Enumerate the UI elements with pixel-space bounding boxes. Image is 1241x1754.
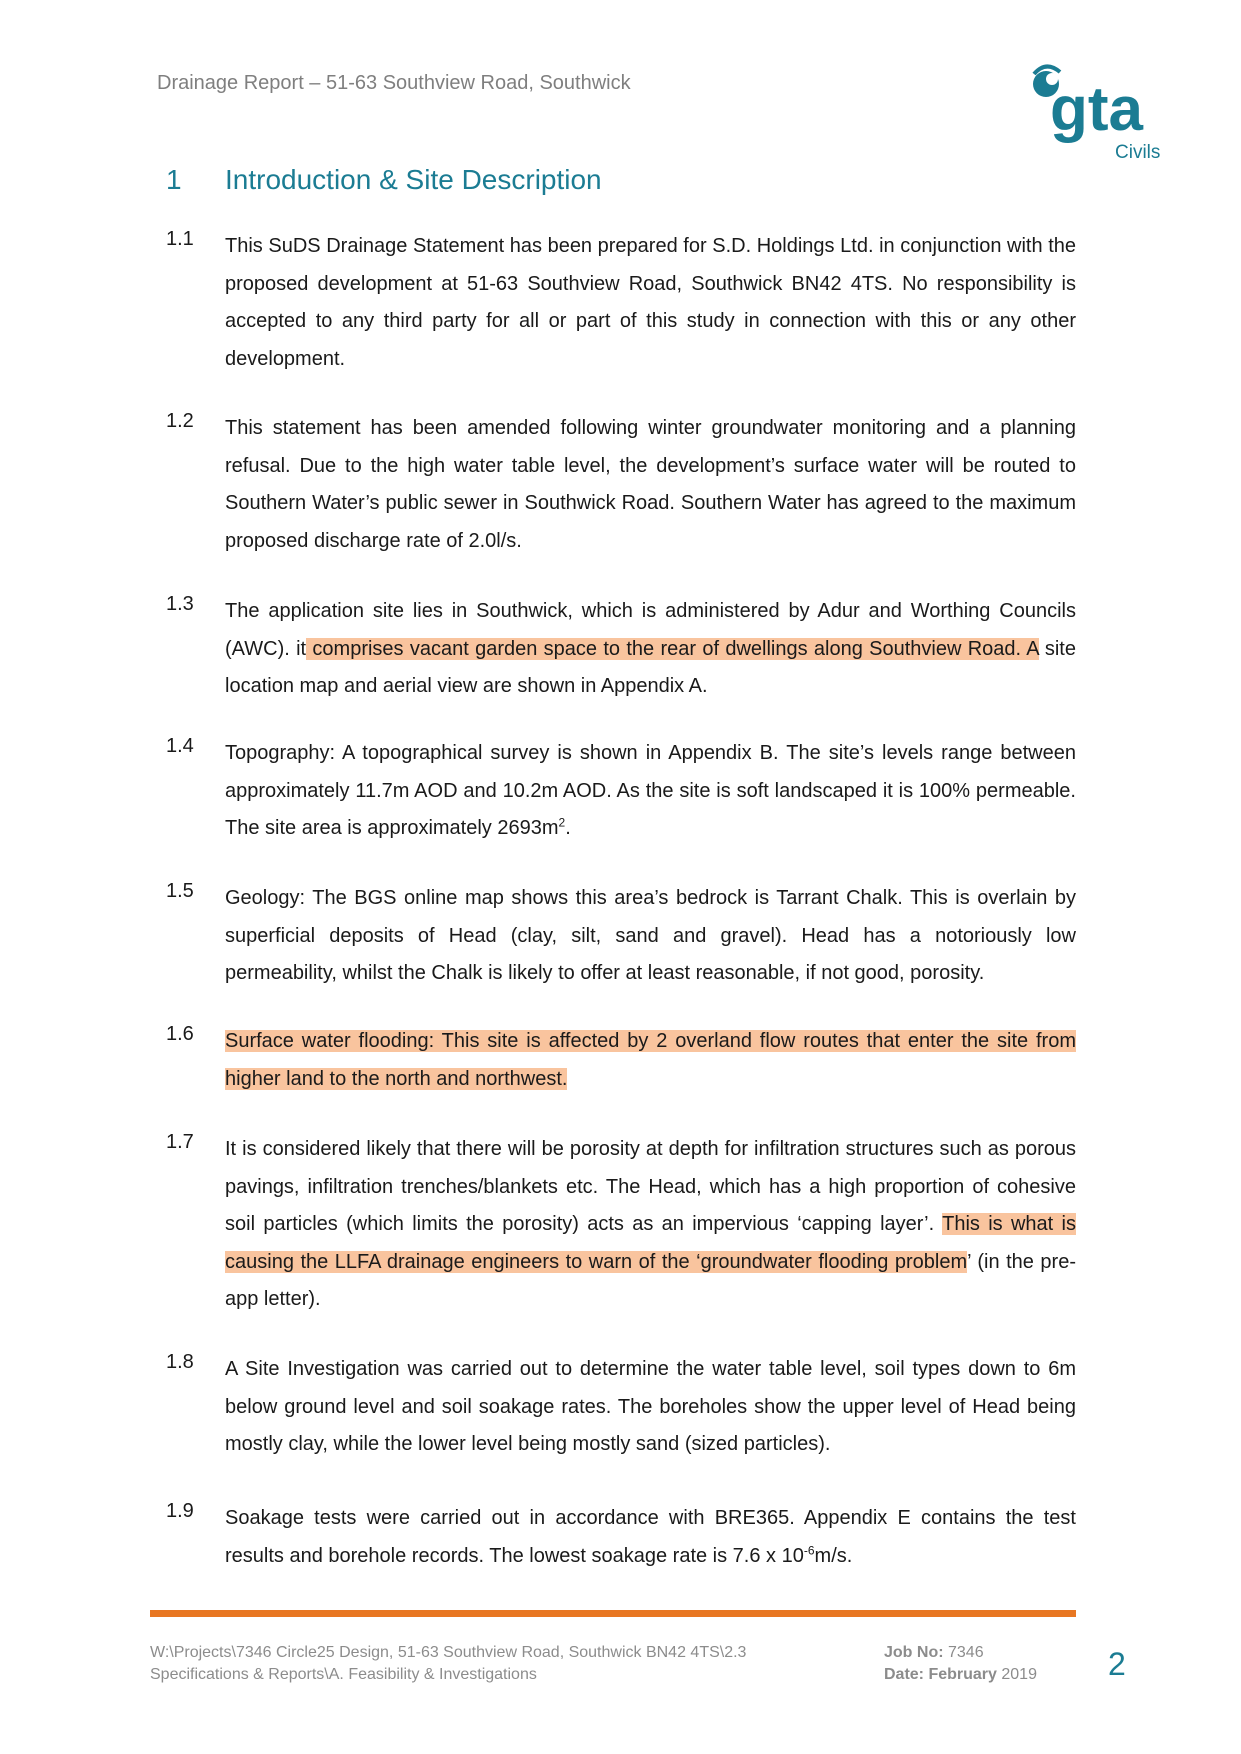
highlighted-text: comprises vacant garden space to the rear of dwellings along Southview Road. A: [306, 637, 1039, 660]
gta-civils-logo: [1028, 62, 1163, 162]
section-title: Introduction & Site Description: [225, 164, 602, 195]
text-run: It is considered likely that there will be porosity at depth for infiltration structures such as porous pavings, infiltration trenches/blankets etc. The Head, which has a high proportion of cohesive soil particles (which limits the porosity) acts as an impervious ‘capping layer’.: [225, 1138, 1076, 1235]
paragraph-text: [225, 410, 1076, 560]
highlighted-text: This is what is causing the LLFA drainage engineers to warn of the ‘groundwater flooding problem: [225, 1213, 1076, 1273]
paragraph-number: 1.5: [166, 880, 194, 902]
text-run: Soakage tests were carried out in accordance with BRE365. Appendix E contains the test results and borehole records. The lowest soakage rate is 7.6 x 10: [225, 1507, 1076, 1567]
text-run: This SuDS Drainage Statement has been prepared for S.D. Holdings Ltd. in conjunction with the proposed development at 51-63 Southview Road, Southwick BN42 4TS. No responsibility is accepted to any third party for all or part of this study in connection with this or any other development.: [225, 235, 1076, 370]
page-number: 2: [1108, 1646, 1126, 1682]
logo-subtext: Civils: [1115, 142, 1161, 162]
paragraph-text: [225, 1131, 1076, 1319]
paragraph-text: [225, 1023, 1076, 1098]
paragraph-number: 1.3: [166, 593, 194, 615]
paragraph-number: 1.9: [166, 1500, 194, 1522]
paragraph-number: 1.4: [166, 735, 194, 757]
paragraph-number: 1.2: [166, 410, 194, 432]
date-value: 2019: [996, 1666, 1037, 1683]
logo-text: gta: [1050, 75, 1143, 144]
paragraph: [166, 1351, 1076, 1464]
text-run: ’ (in the pre-app letter).: [225, 1250, 1077, 1310]
paragraph-number: 1.1: [166, 228, 194, 250]
text-run: Geology: The BGS online map shows this area’s bedrock is Tarrant Chalk. This is overlain by superficial deposits of Head (clay, silt, sand and gravel). Head has a notoriously low permeability, whilst the Chalk is likely to offer at least reasonable, if not good, porosity.: [225, 887, 1076, 984]
footer-job-info: [884, 1642, 1037, 1686]
job-value: 7346: [943, 1644, 984, 1661]
footer-rule: [150, 1610, 1076, 1617]
footer-path-line2: Specifications & Reports\A. Feasibility & Investigations: [150, 1666, 537, 1683]
superscript: -6: [803, 1542, 815, 1557]
paragraph: [166, 735, 1076, 848]
paragraph: [166, 880, 1076, 993]
highlighted-text: Surface water flooding: This site is affected by 2 overland flow routes that enter the site from higher land to the north and northwest.: [225, 1030, 1076, 1090]
text-run: A Site Investigation was carried out to determine the water table level, soil types down to 6m below ground level and soil soakage rates. The boreholes show the upper level of Head being mostly clay, while the lower level being mostly sand (sized particles).: [225, 1358, 1076, 1455]
section-number: 1: [166, 164, 182, 195]
text-run: This statement has been amended following winter groundwater monitoring and a planning refusal. Due to the high water table level, the development’s surface water will be routed to Southern Water’s public sewer in Southwick Road. Southern Water has agreed to the maximum proposed discharge rate of 2.0l/s.: [225, 417, 1076, 552]
text-run: The application site lies in Southwick, which is administered by Adur and Worthing Councils (AWC). it: [225, 600, 1076, 660]
paragraph-text: [225, 1500, 1076, 1575]
text-run: m/s.: [814, 1544, 853, 1567]
paragraph: [166, 593, 1076, 706]
date-label: Date: February: [884, 1666, 997, 1683]
text-run: .: [565, 817, 571, 839]
paragraph: [166, 1023, 1076, 1098]
paragraph-number: 1.7: [166, 1131, 194, 1153]
paragraph-number: 1.8: [166, 1351, 194, 1373]
superscript: 2: [558, 815, 566, 830]
paragraph-text: [225, 593, 1076, 706]
paragraph-text: [225, 1351, 1076, 1464]
footer-file-path: [150, 1642, 800, 1686]
paragraph: [166, 1500, 1076, 1575]
document-header-title: Drainage Report – 51-63 Southview Road, Southwick: [157, 72, 631, 94]
paragraph: [166, 228, 1076, 378]
paragraph-text: [225, 880, 1076, 993]
job-label: Job No:: [884, 1644, 944, 1661]
paragraph: [166, 1131, 1076, 1319]
section-heading: [166, 164, 602, 196]
paragraph-number: 1.6: [166, 1023, 194, 1045]
paragraph-text: [225, 228, 1076, 378]
text-run: Topography: A topographical survey is shown in Appendix B. The site’s levels range between approximately 11.7m AOD and 10.2m AOD. As the site is soft landscaped it is 100% permeable. The site area is approximately 2693m: [225, 742, 1076, 839]
paragraph-text: [225, 735, 1076, 848]
footer-path-line1: W:\Projects\7346 Circle25 Design, 51-63 Southview Road, Southwick BN42 4TS\2.3: [150, 1644, 747, 1661]
text-run: site location map and aerial view are shown in Appendix A.: [225, 637, 1076, 697]
paragraph: [166, 410, 1076, 560]
